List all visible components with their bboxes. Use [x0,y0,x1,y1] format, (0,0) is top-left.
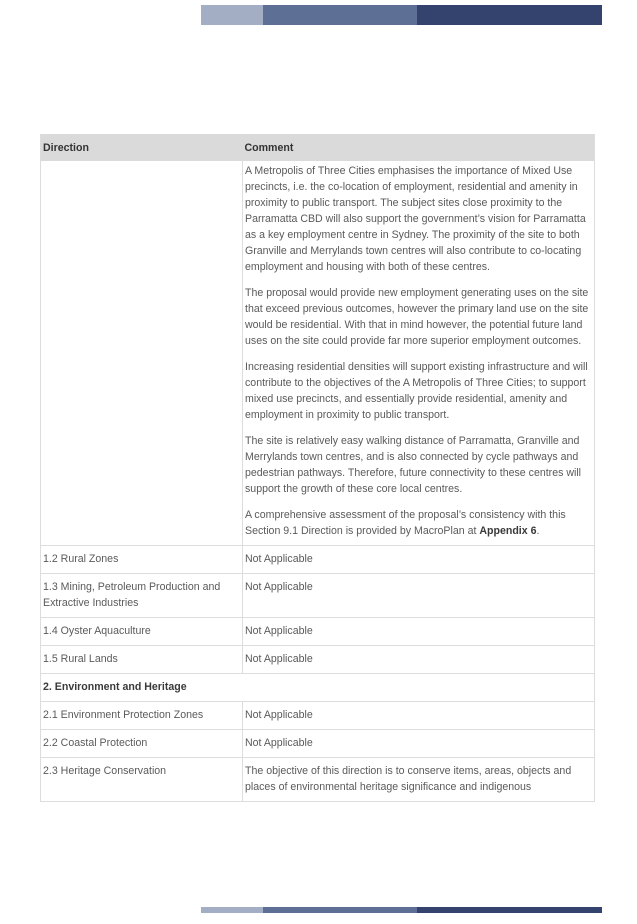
comment-cell: The objective of this direction is to conserve items, areas, objects and places of environmental heritage significance and indigenous [243,758,595,802]
section-heading: 2. Environment and Heritage [41,674,595,702]
bar-segment-mid [263,907,417,913]
bar-segment-dark [417,5,602,25]
comment-column-header: Comment [243,134,595,161]
table-row [41,730,595,758]
comment-cell: Not Applicable [243,618,595,646]
table-row [41,758,595,802]
direction-cell: 1.5 Rural Lands [41,646,243,674]
directions-table [40,134,595,802]
bar-segment-mid [263,5,417,25]
direction-cell: 1.2 Rural Zones [41,546,243,574]
comment-paragraph [245,507,592,539]
direction-cell [41,161,243,546]
table-header-row [41,134,595,161]
direction-cell: 2.3 Heritage Conservation [41,758,243,802]
comment-cell: Not Applicable [243,702,595,730]
bar-segment-light [201,5,263,25]
direction-cell: 2.1 Environment Protection Zones [41,702,243,730]
comment-paragraph: Increasing residential densities will support existing infrastructure and will contribute to the objectives of the A Metropolis of Three Cities; to support mixed use precincts, and essentially provide residential, amenity and employment in proximity to public transport. [245,361,588,421]
direction-cell: 1.3 Mining, Petroleum Production and Extractive Industries [41,574,243,618]
bar-segment-dark [417,907,602,913]
assessment-text: A comprehensive assessment of the proposal’s consistency with this Section 9.1 Direction is provided by MacroPlan at [245,509,566,537]
table-row [41,646,595,674]
appendix-reference: Appendix 6 [479,525,537,537]
table-row [41,161,595,546]
table-row [41,702,595,730]
comment-cell: Not Applicable [243,646,595,674]
table-row [41,618,595,646]
comment-cell: Not Applicable [243,574,595,618]
comment-paragraph: The proposal would provide new employment generating uses on the site that exceed previous outcomes, however the primary land use on the site would be residential. With that in mind however, the potential future land uses on the site could provide far more superior employment outcomes. [245,287,589,347]
table-row [41,546,595,574]
comment-paragraph: The site is relatively easy walking distance of Parramatta, Granville and Merrylands town centres, and is also connected by cycle pathways and pedestrian pathways. Therefore, future connectivity to these centres will support the growth of these core local centres. [245,435,582,495]
comment-paragraph: A Metropolis of Three Cities emphasises the importance of Mixed Use precincts, i.e. the co-location of employment, residential and amenity in proximity to public transport. The subject sites close proximity to the Parramatta CBD will also support the government’s vision for Parramatta as a key employment centre in Sydney. The proximity of the site to both Granville and Merrylands town centres will also contribute to co-locating employment and housing with both of these centres. [245,165,586,273]
sentence-end: . [536,525,540,537]
section-heading-row [41,674,595,702]
table-row [41,574,595,618]
direction-cell: 2.2 Coastal Protection [41,730,243,758]
comment-cell: Not Applicable [243,546,595,574]
direction-column-header: Direction [41,134,243,161]
bar-segment-light [201,907,263,913]
comment-cell: Not Applicable [243,730,595,758]
comment-cell [243,161,595,546]
header-decorative-bar [201,5,602,25]
footer-decorative-bar [201,907,602,913]
direction-cell: 1.4 Oyster Aquaculture [41,618,243,646]
